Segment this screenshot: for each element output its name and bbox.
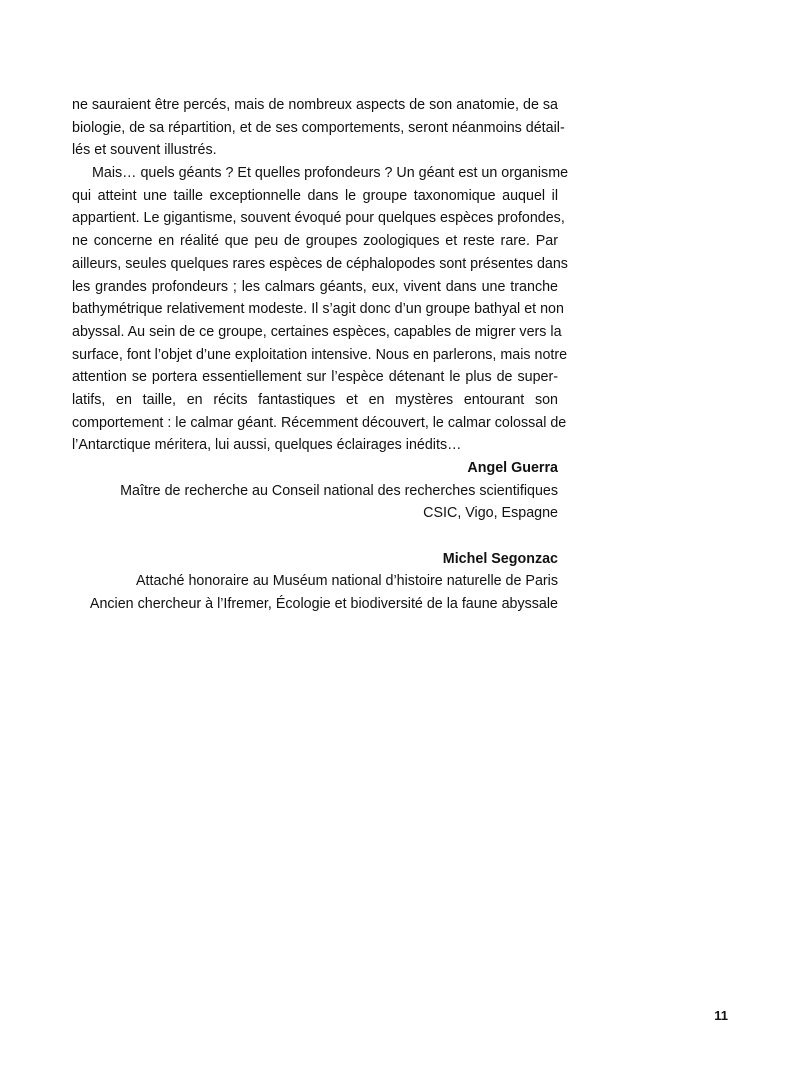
text-line: latifs, en taille, en récits fantastiques et en mystères entourant son <box>72 391 558 408</box>
signature-angel-guerra <box>72 457 558 525</box>
author-name: Michel Segonzac <box>442 550 558 567</box>
author-title: Attaché honoraire au Muséum national d’histoire naturelle de Paris <box>135 573 558 590</box>
text-line: qui atteint une taille exceptionnelle dans le groupe taxonomique auquel il <box>72 187 558 204</box>
author-name: Angel Guerra <box>467 460 558 476</box>
author-title: Maître de recherche au Conseil national des recherches scientifiques <box>120 482 558 499</box>
text-line: comportement : le calmar géant. Récemment découvert, le calmar colossal de <box>72 414 567 431</box>
paragraph-1 <box>72 94 565 162</box>
text-line: Mais… quels géants ? Et quelles profondeurs ? Un géant est un organisme <box>92 165 569 182</box>
text-line: lés et souvent illustrés. <box>72 142 217 159</box>
text-line: surface, font l’objet d’une exploitation intensive. Nous en parlerons, mais notre <box>72 346 568 363</box>
author-affiliation: Ancien chercheur à l’Ifremer, Écologie et biodiversité de la faune abyssale <box>89 596 558 613</box>
main-text <box>72 94 569 616</box>
paragraph-2 <box>72 162 569 457</box>
text-line: ailleurs, seules quelques rares espèces de céphalopodes sont présentes dans <box>72 255 568 272</box>
text-line: attention se portera essentiellement sur l’espèce détenant le plus de super- <box>72 369 558 386</box>
text-line: les grandes profondeurs ; les calmars géants, eux, vivent dans une tranche <box>72 278 558 295</box>
text-line: appartient. Le gigantisme, souvent évoqué pour quelques espèces profondes, <box>72 210 565 227</box>
text-line: l’Antarctique méritera, lui aussi, quelques éclairages inédits… <box>72 437 462 454</box>
author-affiliation: CSIC, Vigo, Espagne <box>423 505 558 522</box>
text-line: biologie, de sa répartition, et de ses comportements, seront néanmoins détail- <box>72 119 565 136</box>
text-line: abyssal. Au sein de ce groupe, certaines espèces, capables de migrer vers la <box>72 323 562 340</box>
spacer <box>72 525 558 548</box>
page-number: 11 <box>714 1008 728 1023</box>
text-line: ne concerne en réalité que peu de groupes zoologiques et reste rare. Par <box>72 233 558 250</box>
text-line: bathymétrique relativement modeste. Il s’agit donc d’un groupe bathyal et non <box>72 301 564 318</box>
text-line: ne sauraient être percés, mais de nombreux aspects de son anatomie, de sa <box>72 97 558 113</box>
signature-michel-segonzac <box>72 548 558 616</box>
